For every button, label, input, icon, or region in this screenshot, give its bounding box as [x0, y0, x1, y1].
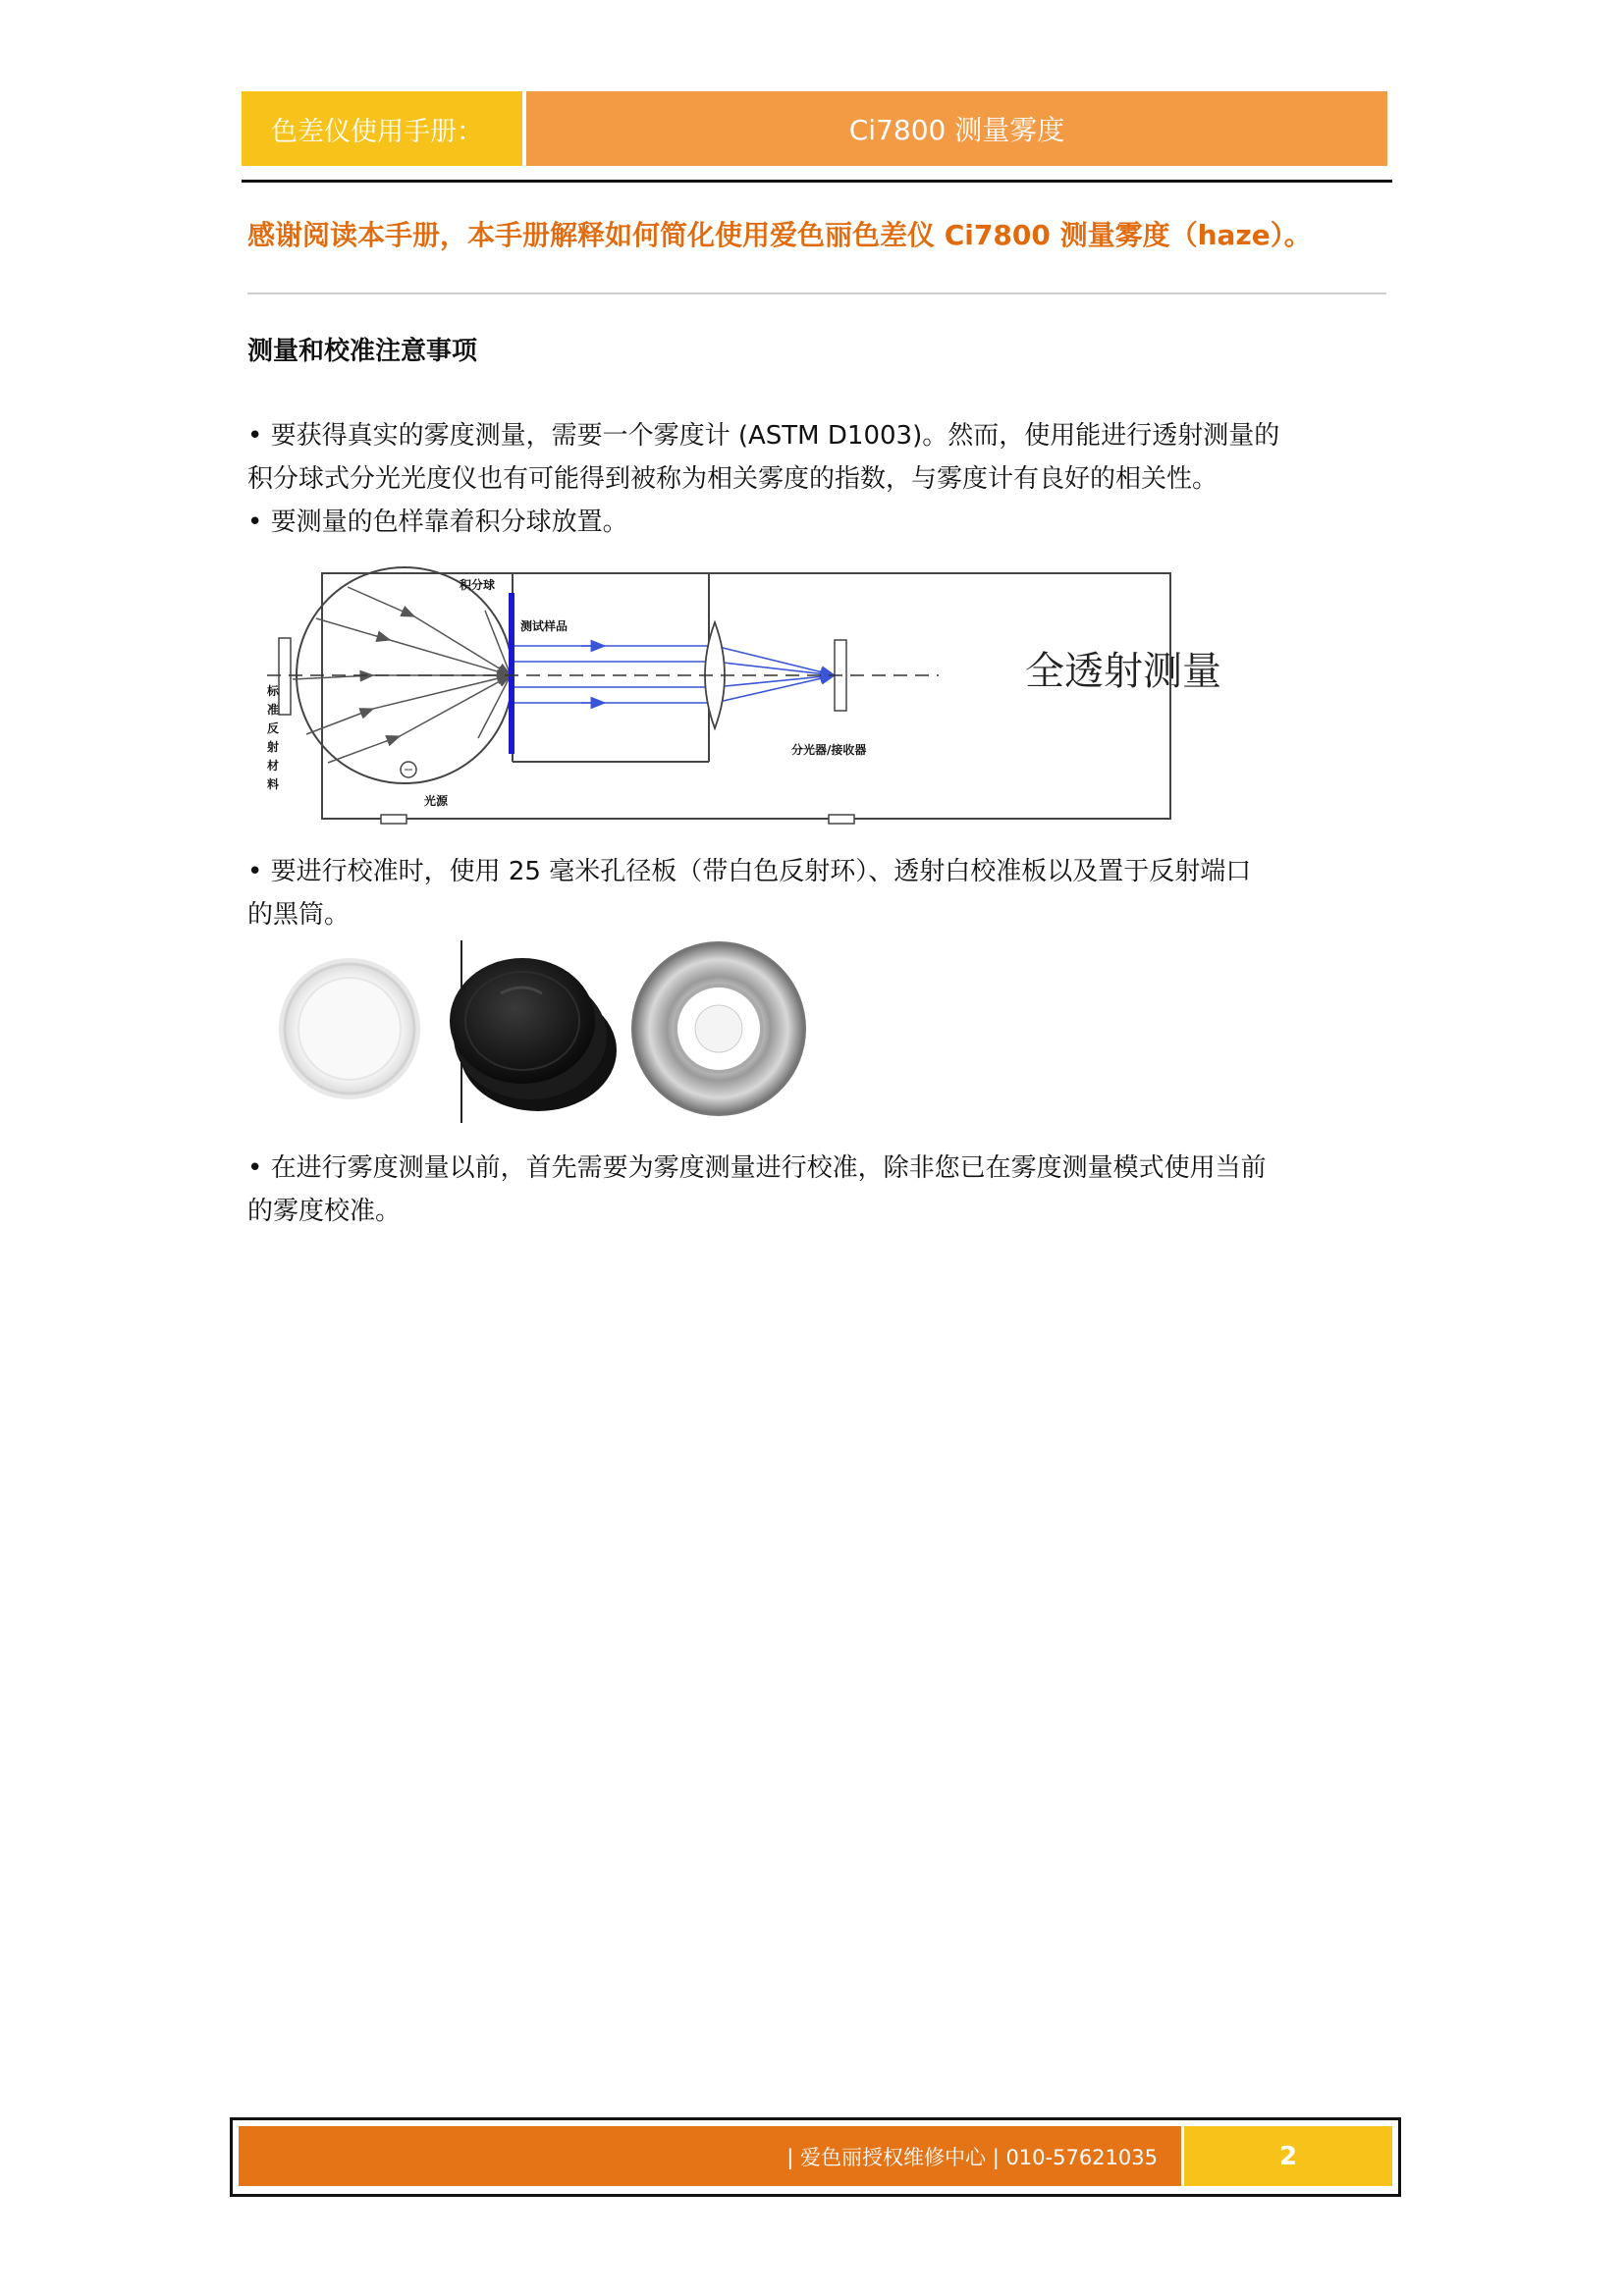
header-divider: [242, 180, 1392, 183]
aperture-plate: [632, 942, 805, 1115]
std-char-4: 射: [267, 740, 280, 754]
section-title: 测量和校准注意事项: [247, 337, 478, 366]
diagram-caption: 全透射测量: [1025, 649, 1221, 694]
page-number-text: 2: [1278, 2141, 1298, 2171]
std-char-5: 材: [267, 759, 280, 773]
black-trap: [450, 958, 617, 1111]
reflection-standard: [279, 638, 291, 715]
footer-contact-text: | 爱色丽授权维修中心 | 010-57621035: [786, 2145, 1158, 2169]
std-char-6: 料: [267, 777, 280, 791]
intro-divider: [247, 293, 1386, 294]
label-source: 光源: [424, 794, 449, 808]
bullet-group-4: [247, 1147, 1267, 1233]
manual-label: [242, 91, 522, 166]
label-receiver: 分光器/接收器: [791, 743, 867, 757]
bullet-4-line-1: • 在进行雾度测量以前，首先需要为雾度测量进行校准，除非您已在雾度测量模式使用当前: [247, 1153, 1267, 1183]
std-char-2: 准: [267, 703, 280, 717]
std-char-1: 标: [267, 684, 280, 698]
white-transmission-standard: [279, 958, 420, 1099]
topic-title: [526, 91, 1387, 166]
bullet-2: • 要测量的色样靠着积分球放置。: [247, 507, 628, 537]
bullet-1-line-1: • 要获得真实的雾度测量，需要一个雾度计 (ASTM D1003)。然而，使用能进行透射测量的: [247, 421, 1280, 451]
bullet-3-line-2: 的黑筒。: [247, 900, 351, 930]
label-standard-material: [267, 683, 280, 791]
bullet-3-line-1: • 要进行校准时，使用 25 毫米孔径板（带白色反射环）、透射白校准板以及置于反射端口: [247, 857, 1252, 886]
bullet-group-1: [247, 414, 1279, 544]
test-sample: [509, 593, 514, 754]
std-char-3: 反: [267, 721, 280, 735]
manual-label-text: 色差仪使用手册：: [271, 116, 483, 147]
intro-text: 感谢阅读本手册，本手册解释如何简化使用爱色丽色差仪 Ci7800 测量雾度（haze）。: [247, 219, 1312, 251]
bullet-group-3: [247, 850, 1251, 936]
label-sample: 测试样品: [520, 619, 568, 633]
transmission-diagram: [267, 561, 1229, 836]
page-number: [1184, 2126, 1392, 2186]
footer-contact: [239, 2126, 1181, 2186]
calibration-accessories-photos: [273, 934, 823, 1123]
bullet-1-line-2: 积分球式分光光度仪也有可能得到被称为相关雾度的指数，与雾度计有良好的相关性。: [247, 464, 1218, 494]
topic-title-text: Ci7800 测量雾度: [848, 114, 1065, 146]
label-sphere: 积分球: [460, 578, 496, 592]
bullet-4-line-2: 的雾度校准。: [247, 1197, 402, 1226]
